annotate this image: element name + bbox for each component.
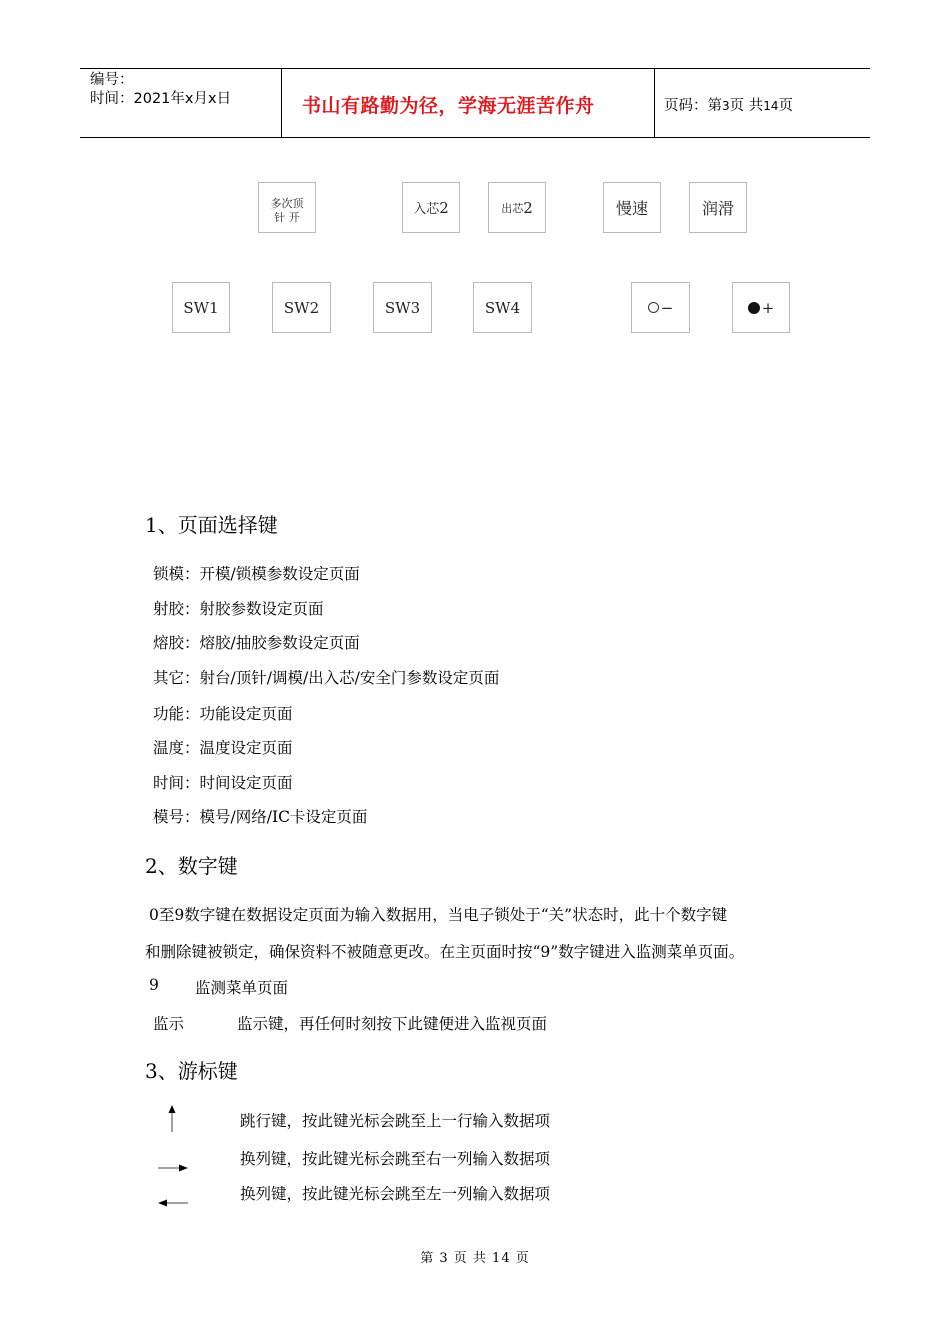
section2-title: 2、数字键 <box>145 854 238 878</box>
open-circle-icon <box>648 302 659 313</box>
key-plus: + <box>732 282 790 333</box>
header-slogan: 书山有路勤为径，学海无涯苦作舟 <box>302 95 595 117</box>
key-description: 监示键，再任何时刻按下此键便进入监视页面 <box>237 1015 548 1033</box>
list-item: 锁模：开模/锁模参数设定页面 <box>153 565 360 583</box>
header-divider <box>281 69 282 137</box>
section1-title: 1、页面选择键 <box>145 513 278 537</box>
list-item: 时间：时间设定页面 <box>153 774 293 792</box>
list-item: 射胶：射胶参数设定页面 <box>153 600 324 618</box>
key-sw4: SW4 <box>473 282 532 333</box>
key-sw3: SW3 <box>373 282 432 333</box>
key-sw2: SW2 <box>272 282 331 333</box>
filled-circle-icon <box>748 302 760 314</box>
list-item: 其它：射台/顶针/调模/出入芯/安全门参数设定页面 <box>153 669 500 687</box>
cursor-up-description: 跳行键，按此键光标会跳至上一行输入数据项 <box>240 1112 551 1130</box>
key-name: 9 <box>149 976 159 994</box>
cursor-left-description: 换列键，按此键光标会跳至左一列输入数据项 <box>240 1185 551 1203</box>
cursor-right-description: 换列键，按此键光标会跳至右一列输入数据项 <box>240 1150 551 1168</box>
page-total: 14 <box>763 99 779 113</box>
page-header <box>80 68 870 138</box>
paragraph-line: 和删除键被锁定，确保资料不被随意更改。在主页面时按“9”数字键进入监测菜单页面。 <box>145 943 745 961</box>
paragraph-line: 0至9数字键在数据设定页面为输入数据用，当电子锁处于“关”状态时，此十个数字键 <box>149 906 728 924</box>
key-sw1: SW1 <box>172 282 230 333</box>
key-core-out-2: 出芯 2 <box>488 182 546 233</box>
arrow-left-icon <box>156 1195 190 1211</box>
key-description: 监测菜单页面 <box>195 979 289 997</box>
arrow-right-icon <box>156 1160 190 1176</box>
section3-title: 3、游标键 <box>145 1059 238 1083</box>
key-lubricate: 润滑 <box>689 182 747 233</box>
key-slow: 慢速 <box>603 182 661 233</box>
list-item: 温度：温度设定页面 <box>153 739 293 757</box>
list-item: 熔胶：熔胶/抽胶参数设定页面 <box>153 634 360 652</box>
arrow-up-icon <box>164 1104 180 1134</box>
page-number: 3 <box>722 99 730 113</box>
key-name: 监示 <box>153 1015 185 1033</box>
key-multi-ejector: 多次顶 针 开 <box>258 182 316 233</box>
header-page-info: 页码：第3页 共14页 <box>664 98 794 114</box>
header-divider <box>654 69 655 137</box>
doc-number-label: 编号： <box>90 72 134 88</box>
list-item: 功能：功能设定页面 <box>153 705 293 723</box>
key-core-in-2: 入芯 2 <box>402 182 460 233</box>
list-item: 模号：模号/网络/IC卡设定页面 <box>153 808 368 826</box>
doc-time-label: 时间：2021年x月x日 <box>90 91 232 107</box>
header-meta <box>90 71 231 109</box>
page-footer: 第 3 页 共 14 页 <box>420 1251 530 1266</box>
key-minus: − <box>631 282 690 333</box>
